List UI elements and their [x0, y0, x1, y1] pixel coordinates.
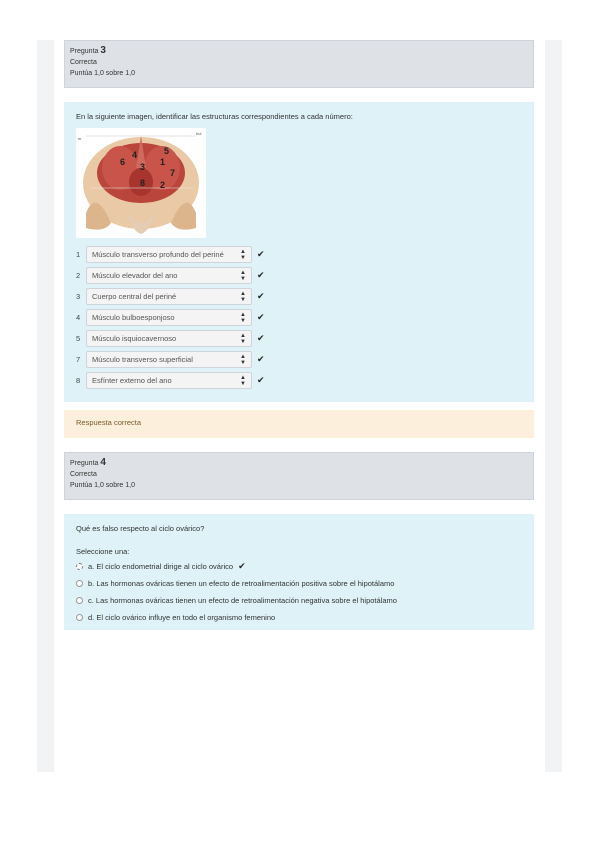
anatomy-figure [76, 128, 206, 238]
check-icon: ✔ [257, 291, 265, 301]
dropdown-arrow-icon: ▲ ▼ [240, 311, 246, 324]
figure-label-3: 3 [140, 162, 146, 172]
question-3-prompt: En la siguiente imagen, identificar las estructuras correspondientes a cada número: [76, 112, 353, 121]
question-4-prompt: Qué es falso respecto al ciclo ovárico? [76, 524, 205, 533]
option-d-label: d. El ciclo ovárico influye en todo el organismo femenino [88, 613, 276, 622]
figure-label-1: 1 [160, 157, 166, 167]
option-a[interactable] [76, 558, 522, 575]
check-icon: ✔ [257, 354, 265, 364]
answer-select-value: Músculo transverso superficial [92, 355, 193, 364]
question-4-info [64, 452, 534, 500]
perineum-illustration [76, 128, 206, 238]
answer-select-5[interactable] [86, 330, 252, 347]
answer-row-number: 1 [76, 250, 81, 259]
question-3-body [64, 102, 534, 402]
answer-row [76, 370, 522, 391]
check-icon: ✔ [257, 270, 265, 280]
answer-select-value: Músculo transverso profundo del periné [92, 250, 224, 259]
answer-select-3[interactable] [86, 288, 252, 305]
radio-button[interactable] [76, 597, 83, 604]
answer-row [76, 244, 522, 265]
page-right-rail [545, 40, 562, 772]
check-icon: ✔ [257, 249, 265, 259]
answer-row [76, 265, 522, 286]
answer-select-value: Músculo bulboesponjoso [92, 313, 175, 322]
feedback-text: Respuesta correcta [76, 418, 142, 427]
answer-row-number: 8 [76, 376, 81, 385]
figure-label-8: 8 [140, 178, 146, 188]
dropdown-arrow-icon: ▲ ▼ [240, 290, 246, 303]
option-c-label: c. Las hormonas ováricas tienen un efecto de retroalimentación negativa sobre el hipotálamo [88, 596, 397, 605]
answer-select-value: Músculo elevador del ano [92, 271, 178, 280]
answer-row-number: 3 [76, 292, 81, 301]
answer-row-number: 2 [76, 271, 81, 280]
answer-select-value: Cuerpo central del periné [92, 292, 177, 301]
answer-select-7[interactable] [86, 351, 252, 368]
figure-label-2: 2 [160, 180, 166, 190]
question-4-number: Pregunta 4 [70, 457, 106, 468]
answer-row [76, 307, 522, 328]
question-3-state: Correcta [70, 59, 97, 66]
option-c[interactable] [76, 592, 522, 609]
check-icon: ✔ [238, 561, 246, 571]
dropdown-arrow-icon: ▲ ▼ [240, 353, 246, 366]
answer-row [76, 328, 522, 349]
option-a-label: a. El ciclo endometrial dirige al ciclo ovárico [88, 562, 234, 571]
select-one-label: Seleccione una: [76, 547, 130, 556]
check-icon: ✔ [257, 333, 265, 343]
check-icon: ✔ [257, 375, 265, 385]
question-4-grade: Puntúa 1,0 sobre 1,0 [70, 482, 135, 489]
answer-row-number: 4 [76, 313, 81, 322]
dropdown-arrow-icon: ▲ ▼ [240, 332, 246, 345]
radio-button[interactable] [76, 614, 83, 621]
radio-button[interactable] [76, 580, 83, 587]
answer-rows [76, 244, 522, 391]
question-3-grade: Puntúa 1,0 sobre 1,0 [70, 70, 135, 77]
question-4-body [64, 514, 534, 630]
answer-options [76, 558, 522, 626]
answer-select-value: Músculo isquiocavernoso [92, 334, 177, 343]
answer-row-number: 7 [76, 355, 81, 364]
figure-label-7: 7 [170, 168, 176, 178]
question-4-state: Correcta [70, 471, 97, 478]
option-b[interactable] [76, 575, 522, 592]
dropdown-arrow-icon: ▲ ▼ [240, 374, 246, 387]
option-d[interactable] [76, 609, 522, 626]
figure-label-m: m [78, 136, 82, 141]
dropdown-arrow-icon: ▲ ▼ [240, 269, 246, 282]
figure-label-5: 5 [164, 146, 170, 156]
answer-row [76, 286, 522, 307]
answer-select-1[interactable] [86, 246, 252, 263]
question-3-info [64, 40, 534, 88]
check-icon: ✔ [257, 312, 265, 322]
radio-selected[interactable] [76, 563, 83, 570]
dropdown-arrow-icon: ▲ ▼ [240, 248, 246, 261]
figure-label-6: 6 [120, 157, 126, 167]
answer-select-8[interactable] [86, 372, 252, 389]
answer-row-number: 5 [76, 334, 81, 343]
answer-select-2[interactable] [86, 267, 252, 284]
answer-select-4[interactable] [86, 309, 252, 326]
option-b-label: b. Las hormonas ováricas tienen un efecto de retroalimentación positiva sobre el hipotálamo [88, 579, 395, 588]
question-3-number: Pregunta 3 [70, 45, 106, 56]
answer-select-value: Esfínter externo del ano [92, 376, 172, 385]
figure-label-bul: bul [196, 131, 202, 136]
page-left-rail [37, 40, 54, 772]
figure-label-4: 4 [132, 150, 138, 160]
question-3-feedback [64, 410, 534, 438]
answer-row [76, 349, 522, 370]
